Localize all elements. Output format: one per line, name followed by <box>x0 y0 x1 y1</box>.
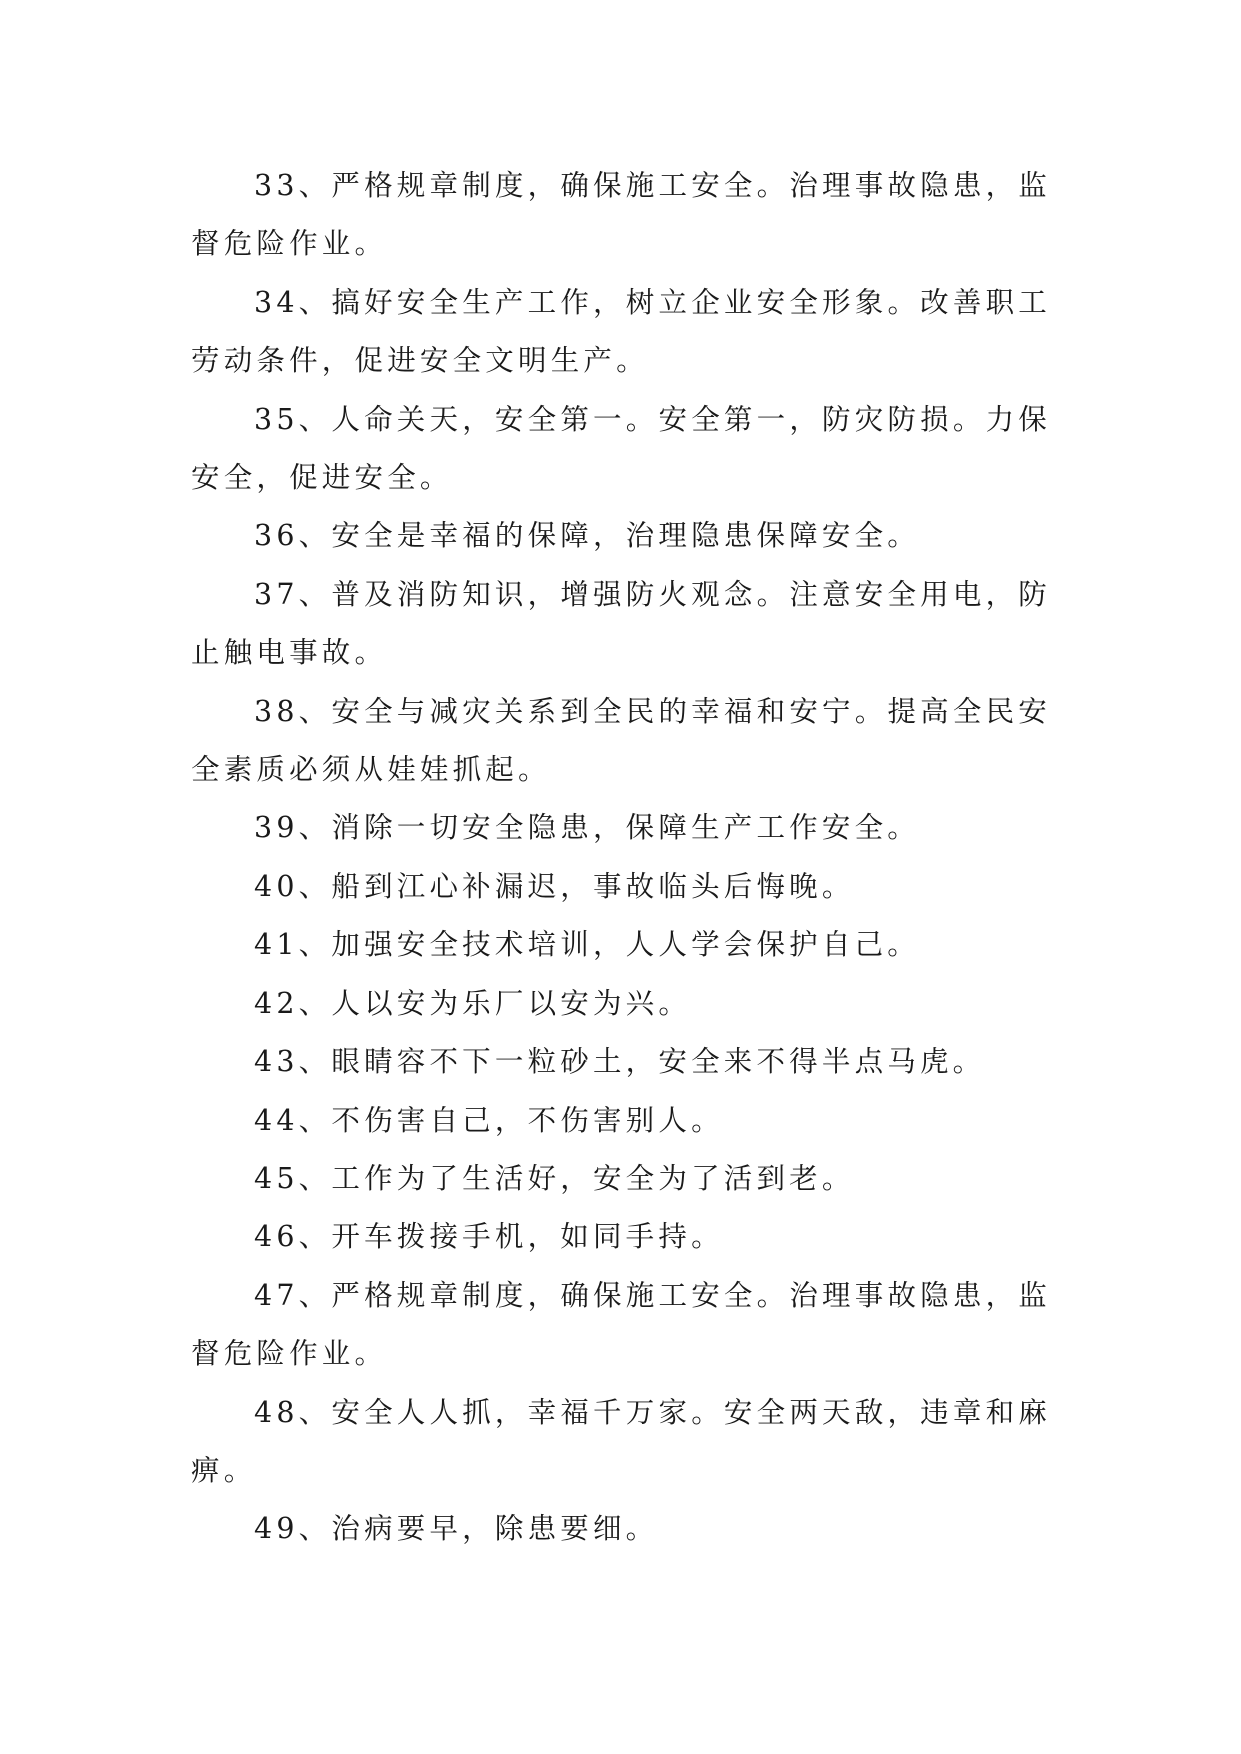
paragraph-49: 49、治病要早，除患要细。 <box>254 1512 659 1546</box>
document-body <box>191 157 1051 1559</box>
paragraph-41: 41、加强安全技术培训，人人学会保护自己。 <box>254 928 920 962</box>
paragraph-43: 43、眼睛容不下一粒砂土，安全来不得半点马虎。 <box>254 1045 986 1079</box>
paragraph-40: 40、船到江心补漏迟，事故临头后悔晚。 <box>254 869 855 903</box>
paragraph-48: 48、安全人人抓，幸福千万家。安全两天敌，违章和麻痹。 <box>191 1395 1051 1487</box>
paragraph-35: 35、人命关天，安全第一。安全第一，防灾防损。力保安全，促进安全。 <box>191 402 1051 495</box>
paragraph-46: 46、开车拨接手机，如同手持。 <box>254 1220 724 1254</box>
paragraph-39: 39、消除一切安全隐患，保障生产工作安全。 <box>254 811 920 845</box>
paragraph-42: 42、人以安为乐厂以安为兴。 <box>254 986 692 1020</box>
paragraph-45: 45、工作为了生活好，安全为了活到老。 <box>254 1161 855 1195</box>
paragraph-37: 37、普及消防知识，增强防火观念。注意安全用电，防止触电事故。 <box>191 577 1051 670</box>
paragraph-38: 38、安全与减灾关系到全民的幸福和安宁。提高全民安全素质必须从娃娃抓起。 <box>191 694 1051 787</box>
paragraph-34: 34、搞好安全生产工作，树立企业安全形象。改善职工劳动条件，促进安全文明生产。 <box>191 285 1051 378</box>
paragraph-36: 36、安全是幸福的保障，治理隐患保障安全。 <box>254 519 920 553</box>
paragraph-33: 33、严格规章制度，确保施工安全。治理事故隐患，监督危险作业。 <box>191 169 1051 261</box>
paragraph-47: 47、严格规章制度，确保施工安全。治理事故隐患，监督危险作业。 <box>191 1278 1051 1371</box>
paragraph-44: 44、不伤害自己，不伤害别人。 <box>254 1103 724 1137</box>
